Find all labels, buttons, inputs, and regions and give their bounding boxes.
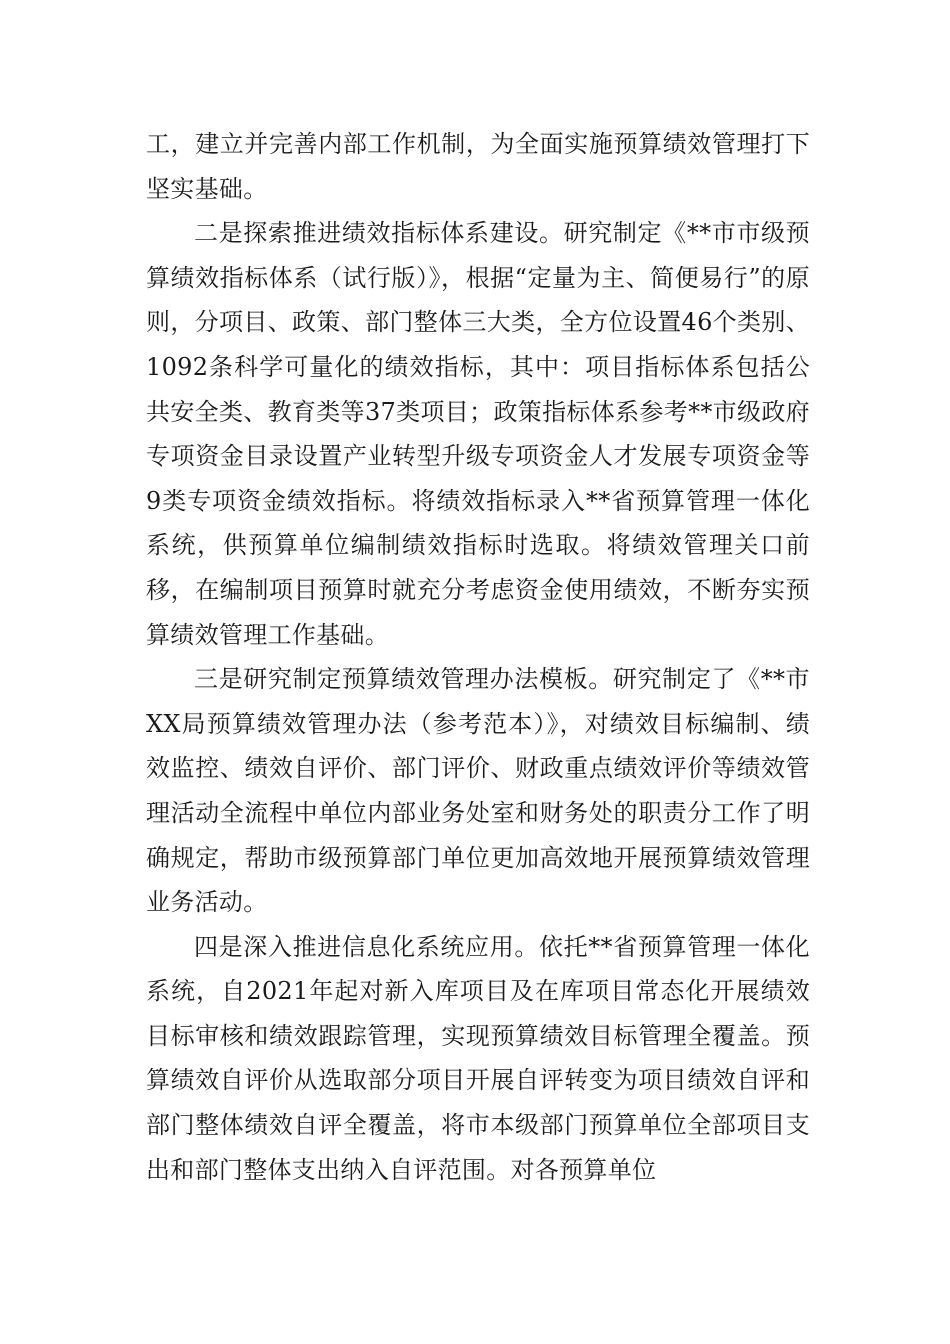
paragraph-continuation: 工，建立并完善内部工作机制，为全面实施预算绩效管理打下坚实基础。 xyxy=(146,130,810,203)
paragraph-indicator-system: 二是探索推进绩效指标体系建设。研究制定《**市市级预算绩效指标体系（试行版）》，根据“定量为主、简便易行”的原则，分项目、政策、部门整体三大类，全方位设置46个类别、1092条科学可量化的绩效指标，其中：项目指标体系包括公共安全类、教育类等37类项目；政策指标体系参考**市级政府专项资金目录设置产业转型升级专项资金人才发展专项资金等9类专项资金绩效指标。将绩效指标录入**省预算管理一体化系统，供预算单位编制绩效指标时选取。将绩效管理关口前移，在编制项目预算时就充分考虑资金使用绩效，不断夯实预算绩效管理工作基础。 xyxy=(146,219,810,649)
document-body xyxy=(146,122,810,1192)
paragraph-information-system: 四是深入推进信息化系统应用。依托**省预算管理一体化系统，自2021年起对新入库项目及在库项目常态化开展绩效目标审核和绩效跟踪管理，实现预算绩效目标管理全覆盖。预算绩效自评价从选取部分项目开展自评转变为项目绩效自评和部门整体绩效自评全覆盖，将市本级部门预算单位全部项目支出和部门整体支出纳入自评范围。对各预算单位 xyxy=(146,932,810,1184)
paragraph-management-template: 三是研究制定预算绩效管理办法模板。研究制定了《**市XX局预算绩效管理办法（参考范本）》，对绩效目标编制、绩效监控、绩效自评价、部门评价、财政重点绩效评价等绩效管理活动全流程中单位内部业务处室和财务处的职责分工作了明确规定，帮助市级预算部门单位更加高效地开展预算绩效管理业务活动。 xyxy=(146,665,810,917)
